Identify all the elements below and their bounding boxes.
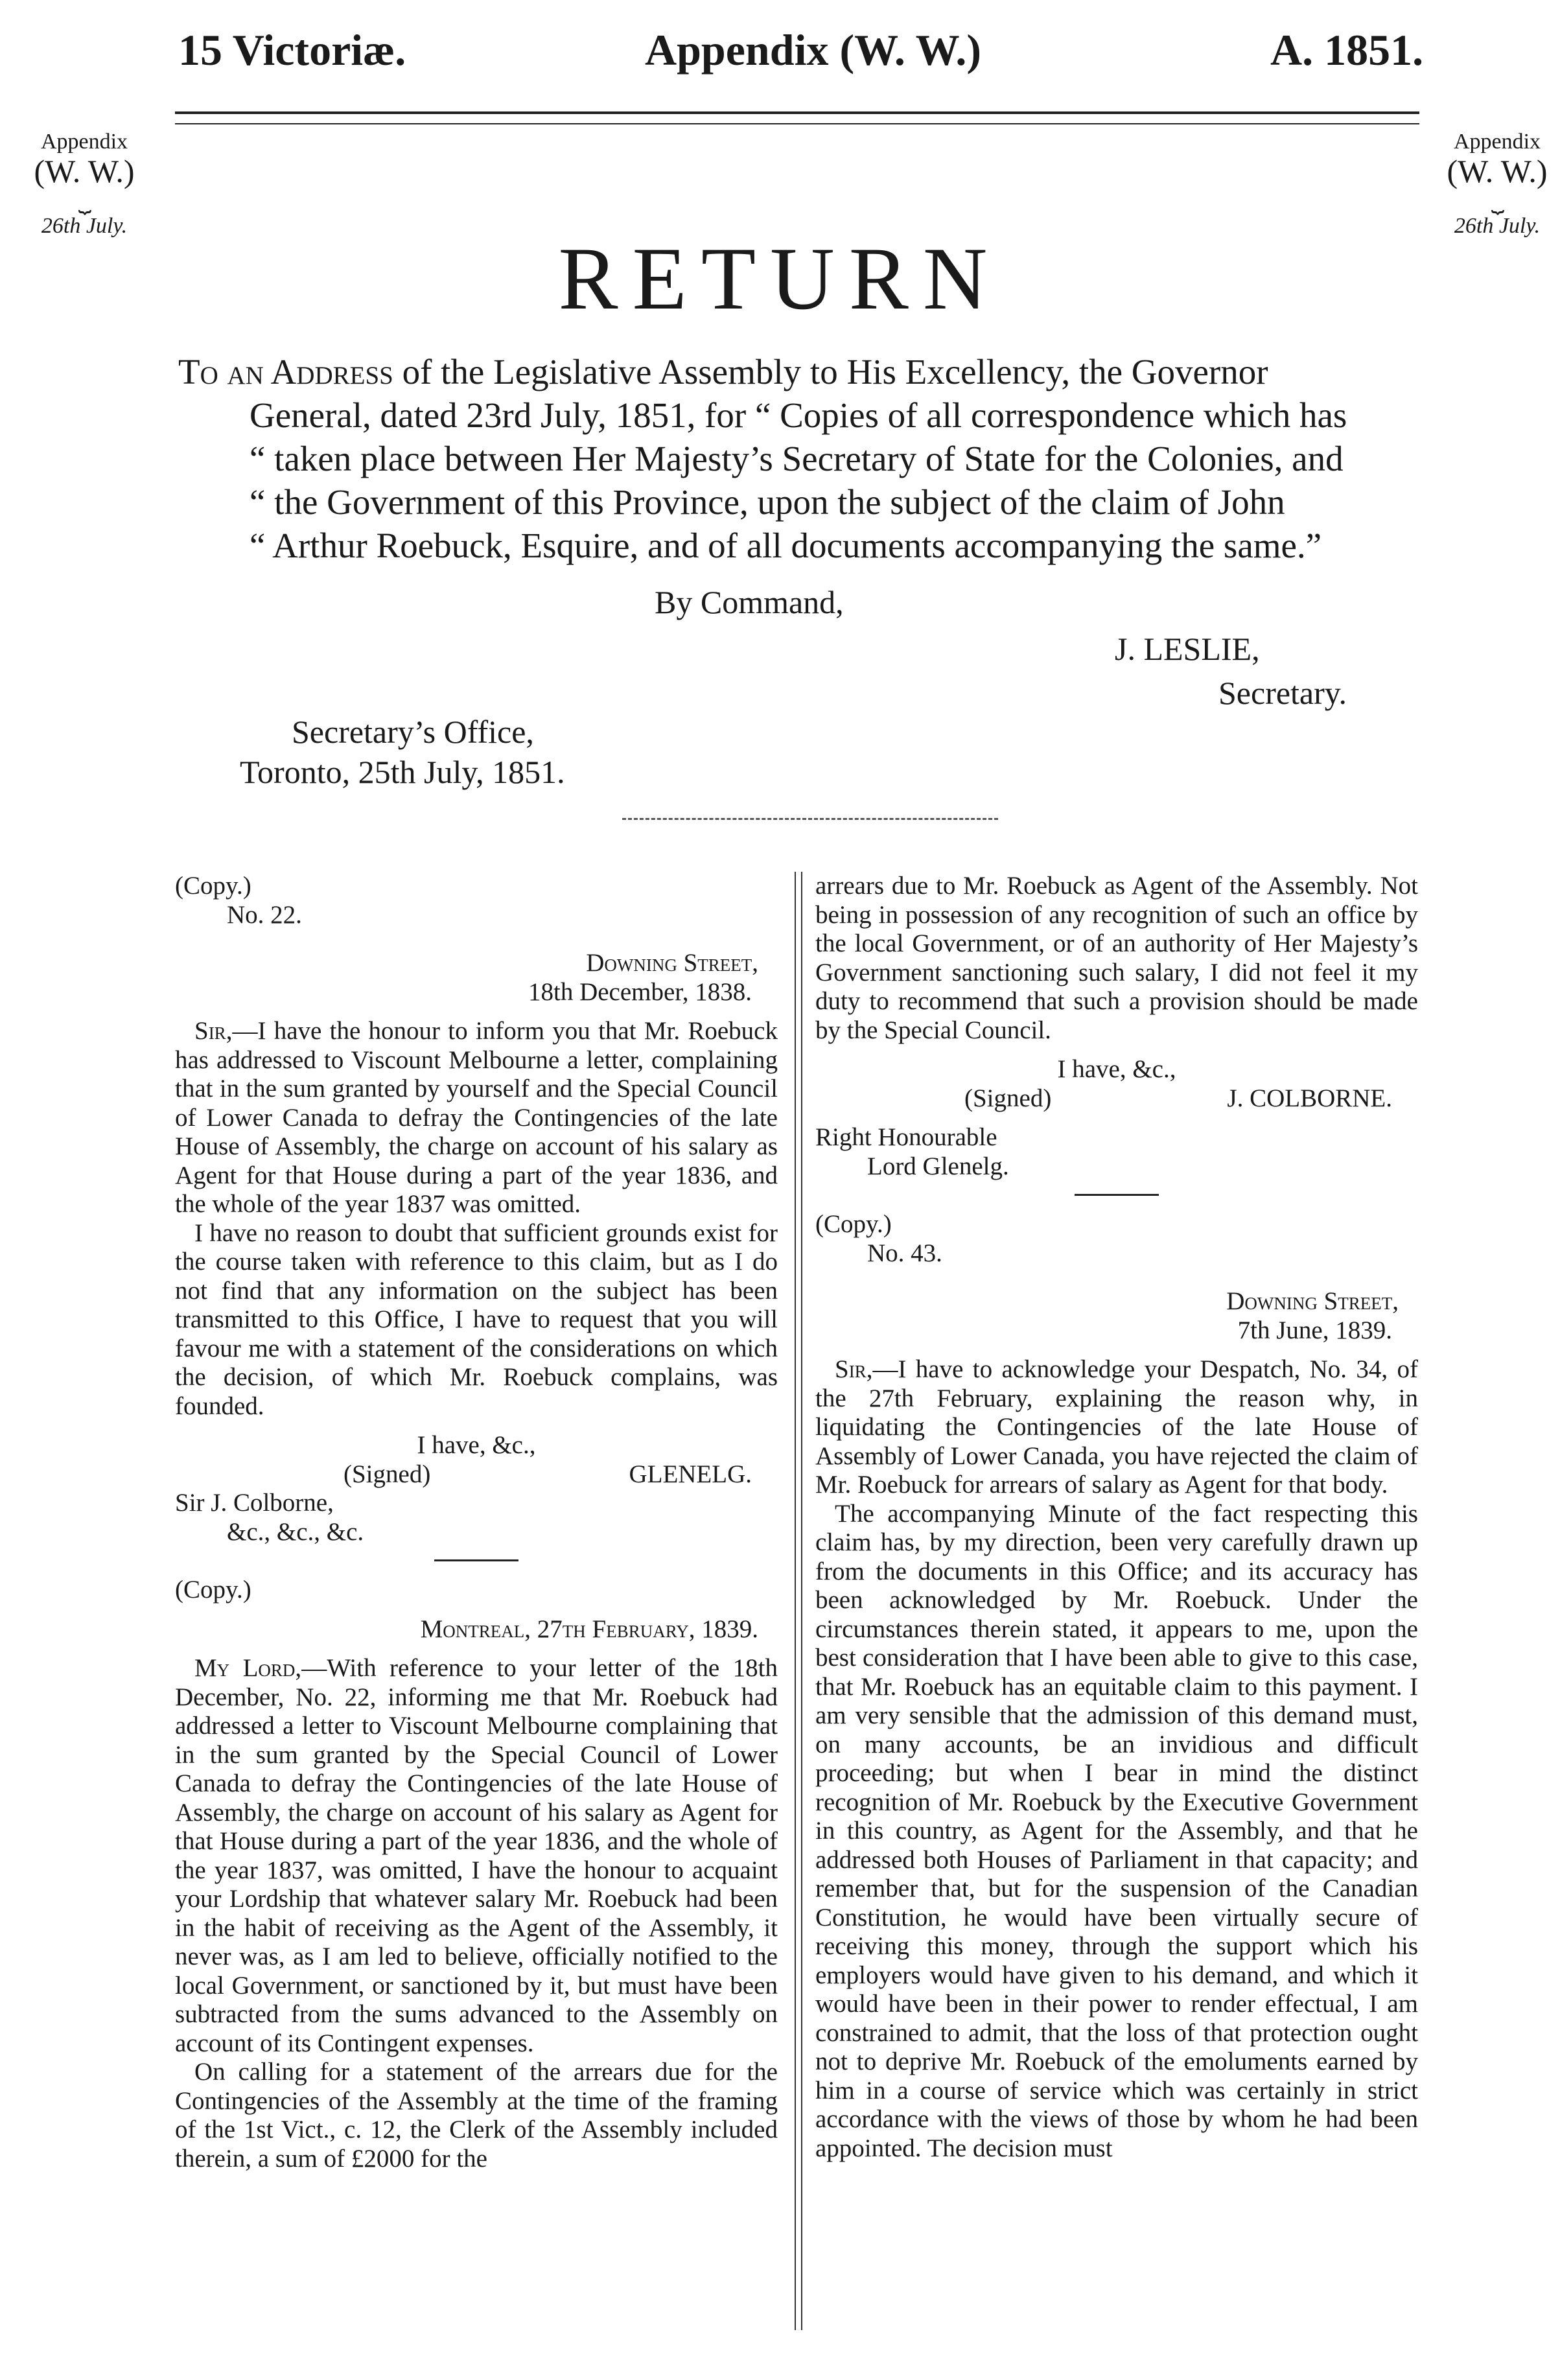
addressee: Lord Glenelg. [867, 1152, 1009, 1180]
despatch-number: No. 22. [227, 900, 302, 929]
signatory-name: J. LESLIE, [1115, 631, 1260, 667]
address-paragraph [178, 350, 1423, 567]
office-line-1: Secretary’s Office, [292, 714, 534, 750]
address-line: of the Legislative Assembly to His Excellency, the Governor [393, 352, 1268, 391]
salutation: My Lord, [194, 1654, 302, 1682]
letter-separator [1075, 1194, 1159, 1196]
margin-note-date: 26th July. [1454, 213, 1541, 238]
letter-place-date: Montreal, 27th February, 1839. [420, 1615, 758, 1643]
running-header-right: A. 1851. [1270, 25, 1424, 75]
signature-row [175, 1460, 778, 1489]
address-line: “ taken place between Her Majesty’s Secretary of State for the Colonies, and [250, 439, 1344, 478]
letter-place: Downing Street, [586, 949, 758, 977]
running-header-left: 15 Victoriæ. [178, 25, 406, 75]
addressee: Sir J. Colborne, [175, 1489, 334, 1517]
closing: I have, &c., [1057, 1055, 1176, 1083]
margin-note-brace: ⏟ [1491, 189, 1504, 214]
copy-label: (Copy.) [175, 1576, 251, 1604]
margin-note-ww: (W. W.) [1447, 153, 1548, 190]
address-line: “ Arthur Roebuck, Esquire, and of all documents accompanying the same.” [250, 526, 1322, 565]
by-command: By Command, [655, 584, 844, 620]
letter-paragraph: My Lord,—With reference to your letter of the 18th December, No. 22, informing me that Mr. Roebuck had addressed a letter to Viscount Melbourne complaining that in the sum granted by the Special Council of Lower Canada to defray the Contingencies of the late House of Assembly, the charge on account of his salary as Agent for that House during a part of the year 1836, and the whole of the year 1837, was omitted, I have the honour to acquaint your Lordship that whatever salary Mr. Roebuck had been in the habit of receiving as the Agent of the Assembly, it never was, as I am led to believe, officially notified to the local Government, or sanctioned by it, but must have been subtracted from the sums advanced to the Assembly on account of its Contingent expenses. [175, 1654, 778, 2057]
address-line: General, dated 23rd July, 1851, for “ Copies of all correspondence which has [250, 395, 1347, 435]
address-line: “ the Government of this Province, upon the subject of the claim of John [250, 482, 1285, 522]
section-divider [622, 818, 998, 824]
copy-label: (Copy.) [815, 1210, 892, 1238]
signatory-title: Secretary. [1218, 675, 1347, 711]
letter-paragraph: arrears due to Mr. Roebuck as Agent of the Assembly. Not being in possession of any recognition of such an office by the local Government, or of an authority of Her Majesty’s Government sanctioning such salary, I did not feel it my duty to recommend that such a provision should be made by the Special Council. [815, 872, 1418, 1044]
letter-paragraph: I have no reason to doubt that sufficient grounds exist for the course taken with reference to this claim, but as I do not find that any information on the subject has been transmitted to this Office, I have to request that you will favour me with a statement of the considerations on which the decision, of which Mr. Roebuck complains, was founded. [175, 1219, 778, 1420]
addressee: Right Honourable [815, 1123, 997, 1151]
addressee: &c., &c., &c. [227, 1517, 364, 1546]
margin-note-date: 26th July. [41, 213, 128, 238]
signer-name: J. COLBORNE. [1227, 1084, 1392, 1112]
column-divider [795, 872, 802, 2330]
margin-note-left [6, 130, 162, 238]
left-column [175, 872, 778, 2173]
right-column [815, 872, 1418, 2163]
letter-date: 7th June, 1839. [1237, 1316, 1392, 1344]
margin-note-ww: (W. W.) [34, 153, 135, 190]
salutation: Sir, [194, 1017, 233, 1045]
document-title: RETURN [558, 229, 1002, 328]
signature-row [815, 1084, 1418, 1114]
copy-label: (Copy.) [175, 872, 251, 900]
letter-paragraph: Sir,—I have the honour to inform you that Mr. Roebuck has addressed to Viscount Melbourne a letter, complaining that in the sum granted by yourself and the Special Council of Lower Canada to defray the Contingencies of the late House of Assembly, the charge on account of his salary as Agent for that House during a part of the year 1836, and the whole of the year 1837 was omitted. [175, 1017, 778, 1218]
letter-separator [434, 1559, 518, 1561]
letter-paragraph: The accompanying Minute of the fact respecting this claim has, by my direction, been very carefully drawn up from the documents in this Office; and its accuracy has been acknowledged by Mr. Roebuck. Under the circumstances therein stated, it appears to me, upon the best consideration that I have been able to give to this case, that Mr. Roebuck has an equitable claim to this payment. I am very sensible that the admission of this demand must, on many accounts, be an invidious and difficult proceeding; but when I bear in mind the distinct recognition of Mr. Roebuck by the Executive Government in this country, as Agent for the Assembly, and that he addressed both Houses of Parliament in that capacity; and remember that, but for the suspension of the Canadian Constitution, he would have been virtually secure of receiving this money, through the support which his employers would have given to his demand, and which it would have been in their power to render effectual, I am constrained to admit, that the loss of that protection ought not to deprive Mr. Roebuck of the emoluments earned by him in a course of service which was certainly in strict accordance with the views of those by whom he had been appointed. The decision must [815, 1499, 1418, 2162]
running-header-center: Appendix (W. W.) [645, 25, 982, 75]
address-lead: To an Address [178, 352, 393, 391]
office-line-2: Toronto, 25th July, 1851. [240, 754, 565, 790]
letter-place: Downing Street, [1226, 1287, 1399, 1315]
letter-paragraph: On calling for a statement of the arrears due for the Contingencies of the Assembly at the time of the framing of the 1st Vict., c. 12, the Clerk of the Assembly included therein, a sum of £2000 for the [175, 2058, 778, 2173]
margin-note-appendix: Appendix [1453, 130, 1541, 154]
header-double-rule [175, 111, 1419, 124]
margin-note-right [1432, 130, 1560, 238]
signed-label: (Signed) [964, 1084, 1052, 1112]
margin-note-appendix: Appendix [40, 130, 128, 154]
salutation: Sir, [835, 1355, 873, 1383]
signed-label: (Signed) [343, 1460, 431, 1488]
margin-note-brace: ⏟ [78, 189, 91, 214]
letter-paragraph: Sir,—I have to acknowledge your Despatch, No. 34, of the 27th February, explaining the reason why, in liquidating the Contingencies of the late House of Assembly of Lower Canada, you have rejected the claim of Mr. Roebuck for arrears of salary as Agent for that body. [815, 1355, 1418, 1499]
closing: I have, &c., [417, 1431, 536, 1459]
letter-date: 18th December, 1838. [528, 977, 752, 1006]
despatch-number: No. 43. [867, 1239, 942, 1267]
signer-name: GLENELG. [629, 1460, 752, 1488]
